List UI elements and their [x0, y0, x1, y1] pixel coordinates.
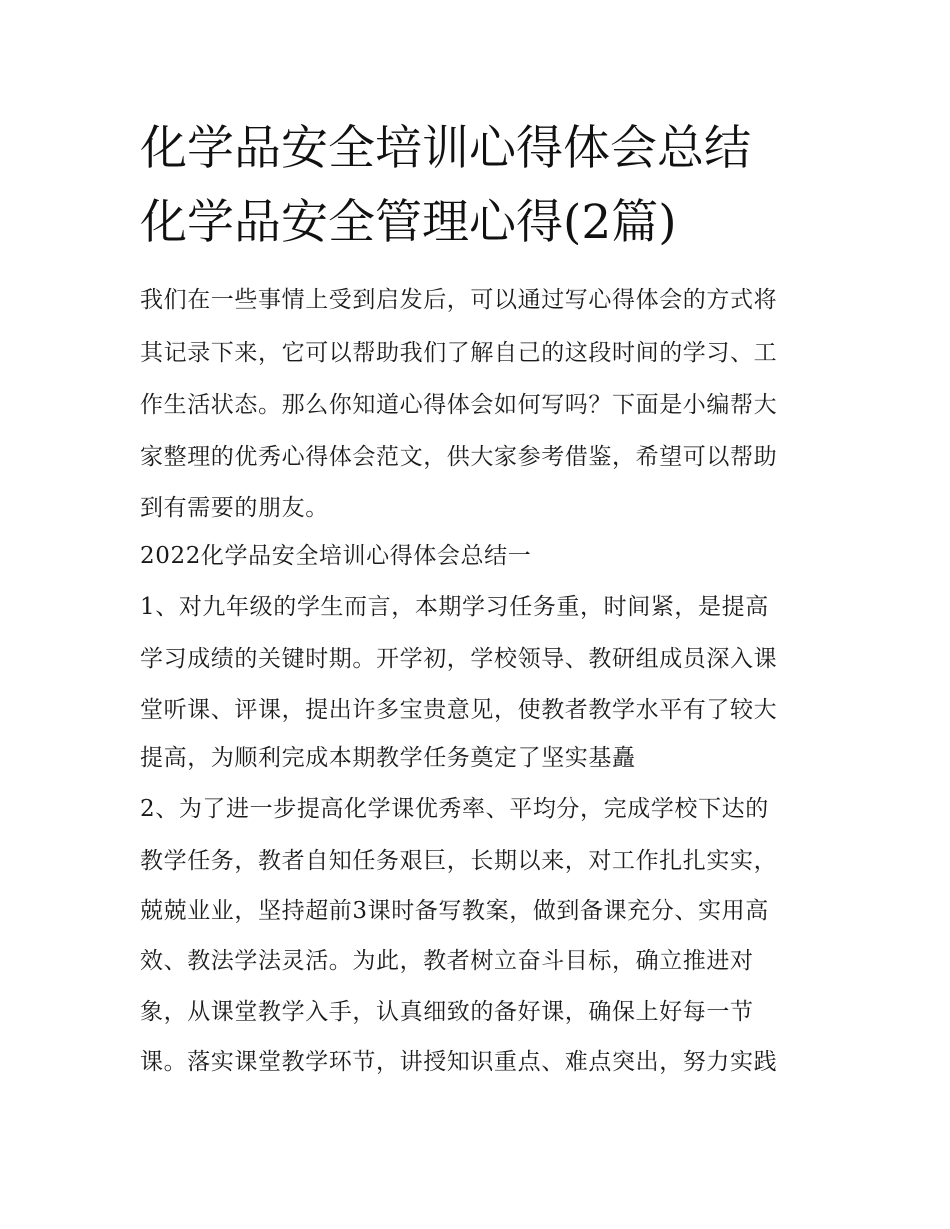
document-title	[140, 112, 820, 260]
intro-line-3: 作生活状态。那么你知道心得体会如何写吗？下面是小编帮大	[140, 392, 778, 418]
item2-line-4: 效、教法学法灵活。为此，教者树立奋斗目标，确立推进对	[140, 948, 754, 974]
item2-line-6: 课。落实课堂教学环节，讲授知识重点、难点突出，努力实践	[140, 1049, 778, 1075]
item2-line-5: 象，从课堂教学入手，认真细致的备好课，确保上好每一节	[140, 999, 754, 1025]
item1-line-2: 学习成绩的关键时期。开学初，学校领导、教研组成员深入课	[140, 646, 778, 672]
title-line-1: 化学品安全培训心得体会总结	[140, 121, 751, 176]
item1-line-1: 1、对九年级的学生而言，本期学习任务重，时间紧，是提高	[140, 594, 769, 620]
item1-line-3: 堂听课、评课，提出许多宝贵意见，使教者教学水平有了较大	[140, 697, 778, 723]
section-heading: 2022化学品安全培训心得体会总结一	[140, 543, 532, 569]
item2-line-2: 教学任务，教者自知任务艰巨，长期以来，对工作扎扎实实，	[140, 848, 778, 874]
item1-line-4: 提高，为顺利完成本期教学任务奠定了坚实基矗	[140, 745, 636, 771]
item2-line-1: 2、为了进一步提高化学课优秀率、平均分，完成学校下达的	[140, 796, 769, 822]
intro-line-2: 其记录下来，它可以帮助我们了解自己的这段时间的学习、工	[140, 340, 778, 366]
intro-line-1: 我们在一些事情上受到启发后，可以通过写心得体会的方式将	[140, 287, 778, 313]
title-line-2: 化学品安全管理心得(2篇)	[140, 195, 677, 250]
intro-line-5: 到有需要的朋友。	[140, 495, 329, 521]
intro-line-4: 家整理的优秀心得体会范文，供大家参考借鉴，希望可以帮助	[140, 444, 778, 470]
item2-line-3: 兢兢业业，坚持超前3课时备写教案，做到备课充分、实用高	[140, 898, 769, 924]
